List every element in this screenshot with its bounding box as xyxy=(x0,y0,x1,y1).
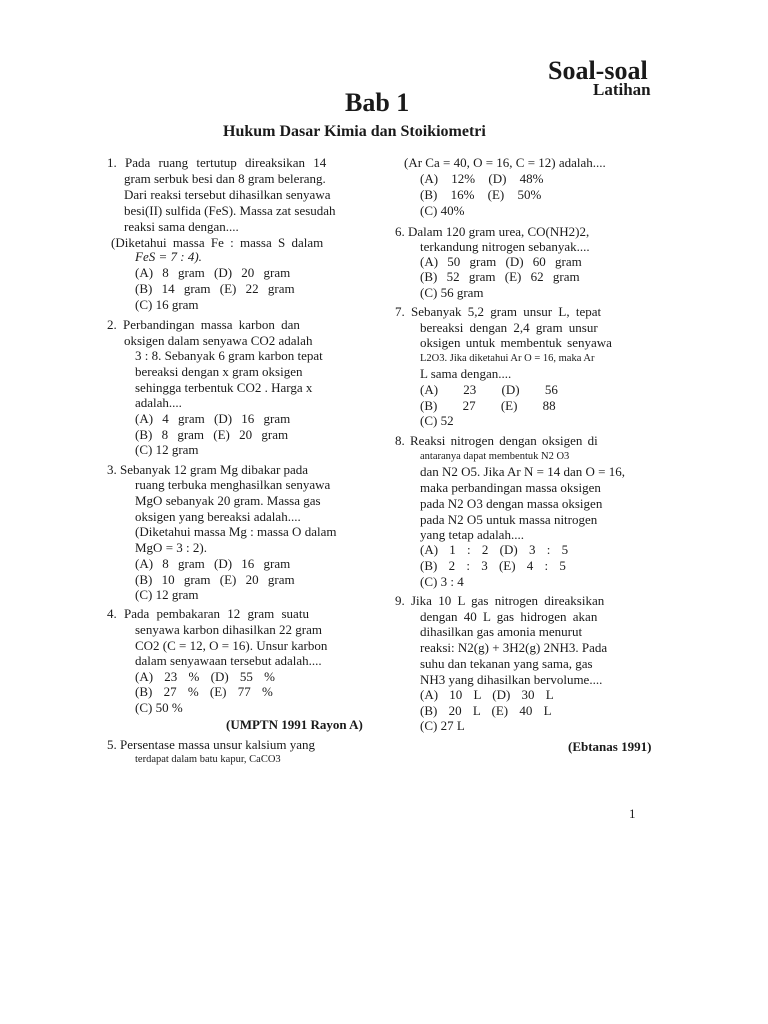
question-5-continued: (Ar Ca = 40, O = 16, C = 12) adalah.... xyxy=(404,155,606,170)
question-9-line: reaksi: N2(g) + 3H2(g) 2NH3. Pada xyxy=(420,640,608,655)
question-1-line: gram serbuk besi dan 8 gram belerang. xyxy=(124,171,326,186)
question-4-line: CO2 (C = 12, O = 16). Unsur karbon xyxy=(135,638,328,653)
question-2-line: sehingga terbentuk CO2 . Harga x xyxy=(135,380,313,395)
question-9-line: dengan 40 L gas hidrogen akan xyxy=(420,609,598,624)
question-1-line: 1. Pada ruang tertutup direaksikan 14 xyxy=(107,155,327,170)
question-8-line: 8. Reaksi nitrogen dengan oksigen di xyxy=(395,433,598,448)
question-5-line: 5. Persentase massa unsur kalsium yang xyxy=(107,737,315,752)
question-2-line: adalah.... xyxy=(135,395,182,410)
question-8-option: (B) 2 : 3 (E) 4 : 5 xyxy=(420,558,566,573)
question-8-line: dan N2 O5. Jika Ar N = 14 dan O = 16, xyxy=(420,464,625,479)
question-7-option: (B) 27 (E) 88 xyxy=(420,398,556,413)
question-8-line: yang tetap adalah.... xyxy=(420,527,524,542)
page-number: 1 xyxy=(629,806,636,821)
question-8-option: (C) 3 : 4 xyxy=(420,574,464,589)
question-9-line: dihasilkan gas amonia menurut xyxy=(420,624,583,639)
header-latihan: Latihan xyxy=(593,80,651,99)
question-1-note: FeS = 7 : 4). xyxy=(135,249,202,264)
question-8-line: pada N2 O3 dengan massa oksigen xyxy=(420,496,603,511)
question-7-line: L2O3. Jika diketahui Ar O = 16, maka Ar xyxy=(420,353,595,364)
question-3-note: (Diketahui massa Mg : massa O dalam xyxy=(135,524,337,539)
question-4-option: (B) 27 % (E) 77 % xyxy=(135,684,273,699)
question-3-note: MgO = 3 : 2). xyxy=(135,540,207,555)
question-5-option: (C) 40% xyxy=(420,203,465,218)
question-2-option: (C) 12 gram xyxy=(135,442,199,457)
question-3-option: (B) 10 gram (E) 20 gram xyxy=(135,572,295,587)
question-2-option: (A) 4 gram (D) 16 gram xyxy=(135,411,291,426)
question-3-option: (A) 8 gram (D) 16 gram xyxy=(135,556,291,571)
question-5-option: (B) 16% (E) 50% xyxy=(420,187,542,202)
question-9-option: (C) 27 L xyxy=(420,718,465,733)
question-4-line: 4. Pada pembakaran 12 gram suatu xyxy=(107,606,309,621)
question-2-line: 3 : 8. Sebanyak 6 gram karbon tepat xyxy=(135,348,323,363)
question-6-line: 6. Dalam 120 gram urea, CO(NH2)2, xyxy=(395,224,590,239)
question-5-line: terdapat dalam batu kapur, CaCO3 xyxy=(135,754,281,765)
question-6-option: (C) 56 gram xyxy=(420,285,484,300)
question-9-option: (B) 20 L (E) 40 L xyxy=(420,703,552,718)
question-1-line: Dari reaksi tersebut dihasilkan senyawa xyxy=(124,187,331,202)
question-7-option: (C) 52 xyxy=(420,413,454,428)
question-1-option: (B) 14 gram (E) 22 gram xyxy=(135,281,295,296)
question-2-line: 2. Perbandingan massa karbon dan xyxy=(107,317,300,332)
question-6-option: (B) 52 gram (E) 62 gram xyxy=(420,269,580,284)
question-9-source: (Ebtanas 1991) xyxy=(568,739,652,754)
question-4-option: (A) 23 % (D) 55 % xyxy=(135,669,276,684)
question-3-line: oksigen yang bereaksi adalah.... xyxy=(135,509,301,524)
question-1-line: besi(II) sulfida (FeS). Massa zat sesudah xyxy=(124,203,336,218)
question-8-line: pada N2 O5 untuk massa nitrogen xyxy=(420,512,598,527)
header-soal-soal: Soal-soal xyxy=(548,56,648,85)
question-8-line: antaranya dapat membentuk N2 O3 xyxy=(420,451,570,462)
question-4-source: (UMPTN 1991 Rayon A) xyxy=(226,717,363,732)
question-2-option: (B) 8 gram (E) 20 gram xyxy=(135,427,289,442)
question-7-line: 7. Sebanyak 5,2 gram unsur L, tepat xyxy=(395,304,602,319)
question-2-line: bereaksi dengan x gram oksigen xyxy=(135,364,303,379)
chapter-subtitle: Hukum Dasar Kimia dan Stoikiometri xyxy=(223,123,486,140)
question-8-line: maka perbandingan massa oksigen xyxy=(420,480,601,495)
question-4-line: dalam senyawaan tersebut adalah.... xyxy=(135,653,322,668)
question-3-option: (C) 12 gram xyxy=(135,587,199,602)
question-7-option: (A) 23 (D) 56 xyxy=(420,382,558,397)
chapter-title: Bab 1 xyxy=(345,88,410,117)
question-9-line: suhu dan tekanan yang sama, gas xyxy=(420,656,593,671)
question-1-option: (A) 8 gram (D) 20 gram xyxy=(135,265,291,280)
question-6-line: terkandung nitrogen sebanyak.... xyxy=(420,239,590,254)
question-9-line: 9. Jika 10 L gas nitrogen direaksikan xyxy=(395,593,605,608)
question-2-line: oksigen dalam senyawa CO2 adalah xyxy=(124,333,313,348)
question-3-line: 3. Sebanyak 12 gram Mg dibakar pada xyxy=(107,462,309,477)
question-9-option: (A) 10 L (D) 30 L xyxy=(420,687,554,702)
question-4-option: (C) 50 % xyxy=(135,700,183,715)
question-1-note: (Diketahui massa Fe : massa S dalam xyxy=(111,235,324,250)
question-3-line: ruang terbuka menghasilkan senyawa xyxy=(135,477,331,492)
question-1-option: (C) 16 gram xyxy=(135,297,199,312)
question-7-line: L sama dengan.... xyxy=(420,366,512,381)
question-9-line: NH3 yang dihasilkan bervolume.... xyxy=(420,672,603,687)
question-8-option: (A) 1 : 2 (D) 3 : 5 xyxy=(420,542,569,557)
question-4-line: senyawa karbon dihasilkan 22 gram xyxy=(135,622,323,637)
question-3-line: MgO sebanyak 20 gram. Massa gas xyxy=(135,493,321,508)
question-1-line: reaksi sama dengan.... xyxy=(124,219,239,234)
question-5-option: (A) 12% (D) 48% xyxy=(420,171,544,186)
question-7-line: oksigen untuk membentuk senyawa xyxy=(420,335,612,350)
question-7-line: bereaksi dengan 2,4 gram unsur xyxy=(420,320,598,335)
question-6-option: (A) 50 gram (D) 60 gram xyxy=(420,254,582,269)
